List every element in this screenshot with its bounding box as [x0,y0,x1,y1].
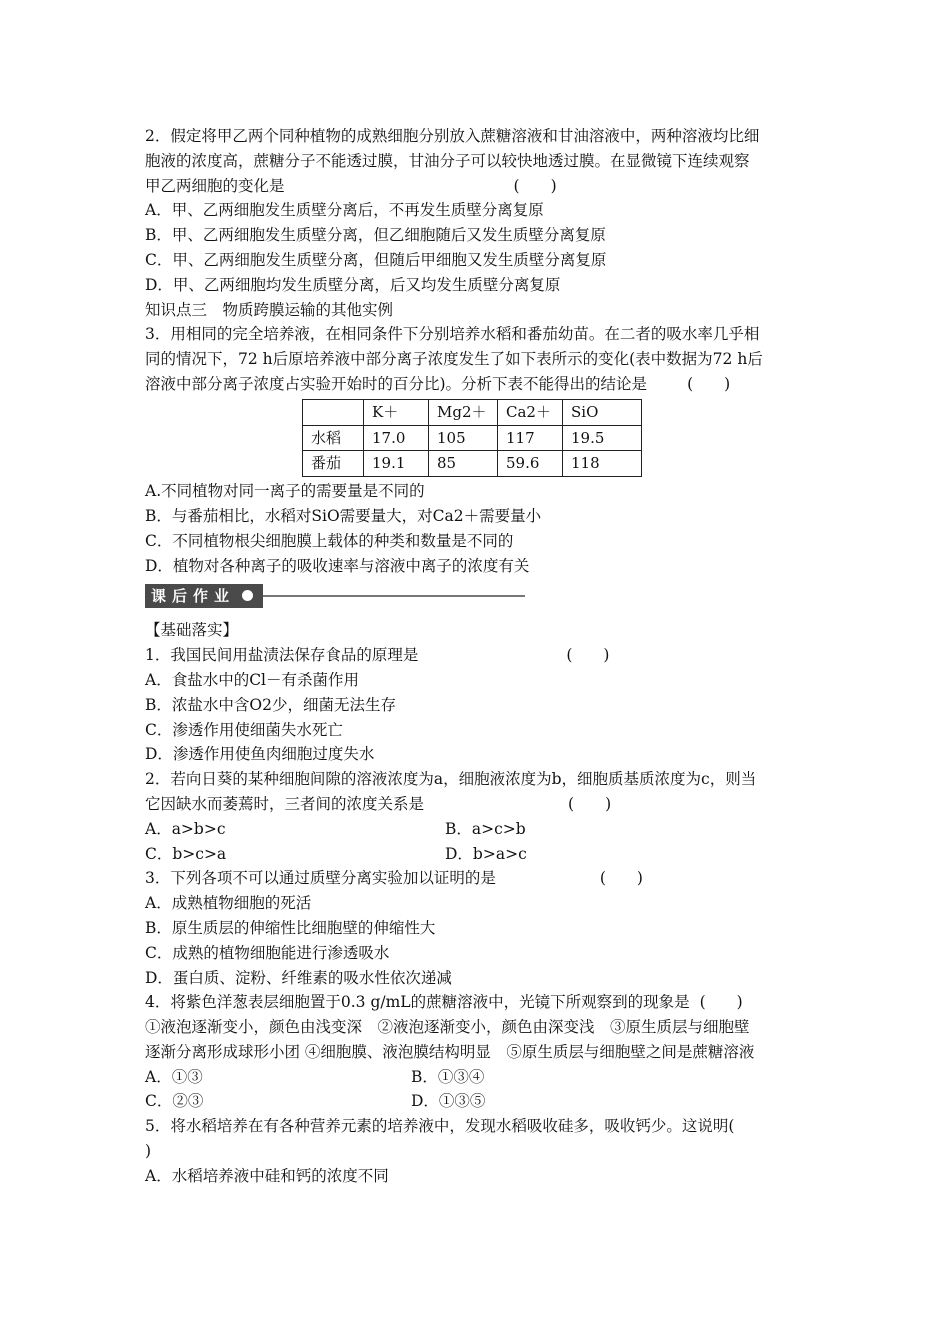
table-cell: 17.0 [364,425,429,451]
question-stem-line: ) [145,1142,152,1161]
option-c: C．b>c>a [145,844,227,863]
ion-concentration-table [302,399,642,477]
homework-banner [145,584,810,608]
option-b: B．原生质层的伸缩性比细胞壁的伸缩性大 [145,918,436,937]
question-stem-line [145,372,810,397]
table-header-cell: Ca2＋ [498,399,563,425]
option-a: A．甲、乙两细胞发生质壁分离后，不再发生质壁分离复原 [145,201,544,220]
option-d: D．蛋白质、淀粉、纤维素的吸水性依次递减 [145,968,452,987]
option-c: C．甲、乙两细胞发生质壁分离，但随后甲细胞又发生质壁分离复原 [145,250,607,269]
option-d: D．渗透作用使鱼肉细胞过度失水 [145,745,375,764]
question-b4 [145,990,810,1114]
table-cell: 105 [429,425,498,451]
option-b: B．浓盐水中含O2少，细菌无法生存 [145,695,396,714]
option-c: C．渗透作用使细菌失水死亡 [145,720,343,739]
banner-divider [263,595,525,597]
option-a: A．a>b>c [145,819,226,838]
option-row [145,1089,810,1114]
section-title: 知识点三 物质跨膜运输的其他实例 [145,300,394,319]
question-2-top [145,124,810,298]
question-stem-text: 3．下列各项不可以通过质壁分离实验加以证明的是 [145,869,496,888]
option-row [145,817,810,842]
question-stem-line [145,174,810,199]
table-cell: 番茄 [303,451,364,477]
table-cell: 19.5 [563,425,642,451]
question-b3 [145,866,810,990]
question-stem-line: 5．将水稻培养在有各种营养元素的培养液中，发现水稻吸收硅多，吸收钙少。这说明( [145,1117,735,1136]
table-header-cell [303,399,364,425]
option-b: B．①③④ [411,1067,485,1086]
table-header-cell: SiO [563,399,642,425]
question-3-top [145,322,810,578]
table-header-cell: K＋ [364,399,429,425]
question-stem-line [145,792,810,817]
option-c: C．成熟的植物细胞能进行渗透吸水 [145,943,390,962]
table-header-cell: Mg2＋ [429,399,498,425]
option-d: D．植物对各种离子的吸收速率与溶液中离子的浓度有关 [145,556,530,575]
option-d: D．b>a>c [445,844,527,863]
question-stem-text: 4．将紫色洋葱表层细胞置于0.3 g/mL的蔗糖溶液中，光镜下所观察到的现象是 [145,993,690,1012]
table-cell: 118 [563,451,642,477]
option-a: A．水稻培养液中硅和钙的浓度不同 [145,1166,389,1185]
option-row [145,842,810,867]
question-stem-line [145,990,810,1015]
question-stem-text: 甲乙两细胞的变化是 [145,176,285,195]
table-cell: 117 [498,425,563,451]
option-a: A．食盐水中的Cl－有杀菌作用 [145,670,360,689]
table-row [303,451,642,477]
homework-banner-label: 课后作业 [145,584,263,608]
question-stem-text: 它因缺水而萎蔫时，三者间的浓度关系是 [145,794,425,813]
question-stem-line: 3．用相同的完全培养液，在相同条件下分别培养水稻和番茄幼苗。在二者的吸水率几乎相 [145,325,760,344]
table-header-row [303,399,642,425]
question-stem-line [145,866,810,891]
question-stem-line: 胞液的浓度高，蔗糖分子不能透过膜，甘油分子可以较快地透过膜。在显微镜下连续观察 [145,151,750,170]
answer-paren: ( ) [599,869,643,888]
answer-paren: ( ) [566,646,610,665]
option-d: D．①③⑤ [411,1092,486,1111]
option-b: B．与番茄相比，水稻对SiO需要量大，对Ca2＋需要量小 [145,506,542,525]
option-row [145,1065,810,1090]
table-row [303,425,642,451]
answer-paren: ( ) [568,794,612,813]
document-page [145,124,810,1189]
option-b: B．甲、乙两细胞发生质壁分离，但乙细胞随后又发生质壁分离复原 [145,226,606,245]
table-cell: 59.6 [498,451,563,477]
table-cell: 19.1 [364,451,429,477]
answer-paren: ( ) [699,993,743,1012]
option-a: A．成熟植物细胞的死活 [145,894,312,913]
option-c: C．②③ [145,1092,204,1111]
option-c: C．不同植物根尖细胞膜上载体的种类和数量是不同的 [145,531,514,550]
question-stem-line: 2．假定将甲乙两个同种植物的成熟细胞分别放入蔗糖溶液和甘油溶液中，两种溶液均比细 [145,127,760,145]
question-b2 [145,767,810,866]
question-detail-line: 逐渐分离形成球形小团 ④细胞膜、液泡膜结构明显 ⑤原生质层与细胞壁之间是蔗糖溶液 [145,1042,755,1061]
basics-title: 【基础落实】 [145,621,239,640]
answer-paren: ( ) [687,374,731,393]
option-a: A．①③ [145,1067,203,1086]
option-b: B．a>c>b [445,819,526,838]
table-cell: 水稻 [303,425,364,451]
table-cell: 85 [429,451,498,477]
question-b1 [145,643,810,767]
question-stem-text: 溶液中部分离子浓度占实验开始时的百分比)。分析下表不能得出的结论是 [145,374,648,393]
question-stem-line [145,643,810,668]
question-stem-text: 1．我国民间用盐渍法保存食品的原理是 [145,646,419,665]
answer-paren: ( ) [513,176,557,195]
option-a: A.不同植物对同一离子的需要量是不同的 [145,482,425,501]
question-detail-line: ①液泡逐渐变小，颜色由浅变深 ②液泡逐渐变小，颜色由深变浅 ③原生质层与细胞壁 [145,1018,750,1037]
question-stem-line: 2．若向日葵的某种细胞间隙的溶液浓度为a，细胞液浓度为b，细胞质基质浓度为c，则当 [145,770,757,789]
question-stem-line: 同的情况下，72 h后原培养液中部分离子浓度发生了如下表所示的变化(表中数据为72 h后 [145,350,763,369]
option-d: D．甲、乙两细胞均发生质壁分离，后又均发生质壁分离复原 [145,275,561,294]
question-b5 [145,1114,810,1188]
